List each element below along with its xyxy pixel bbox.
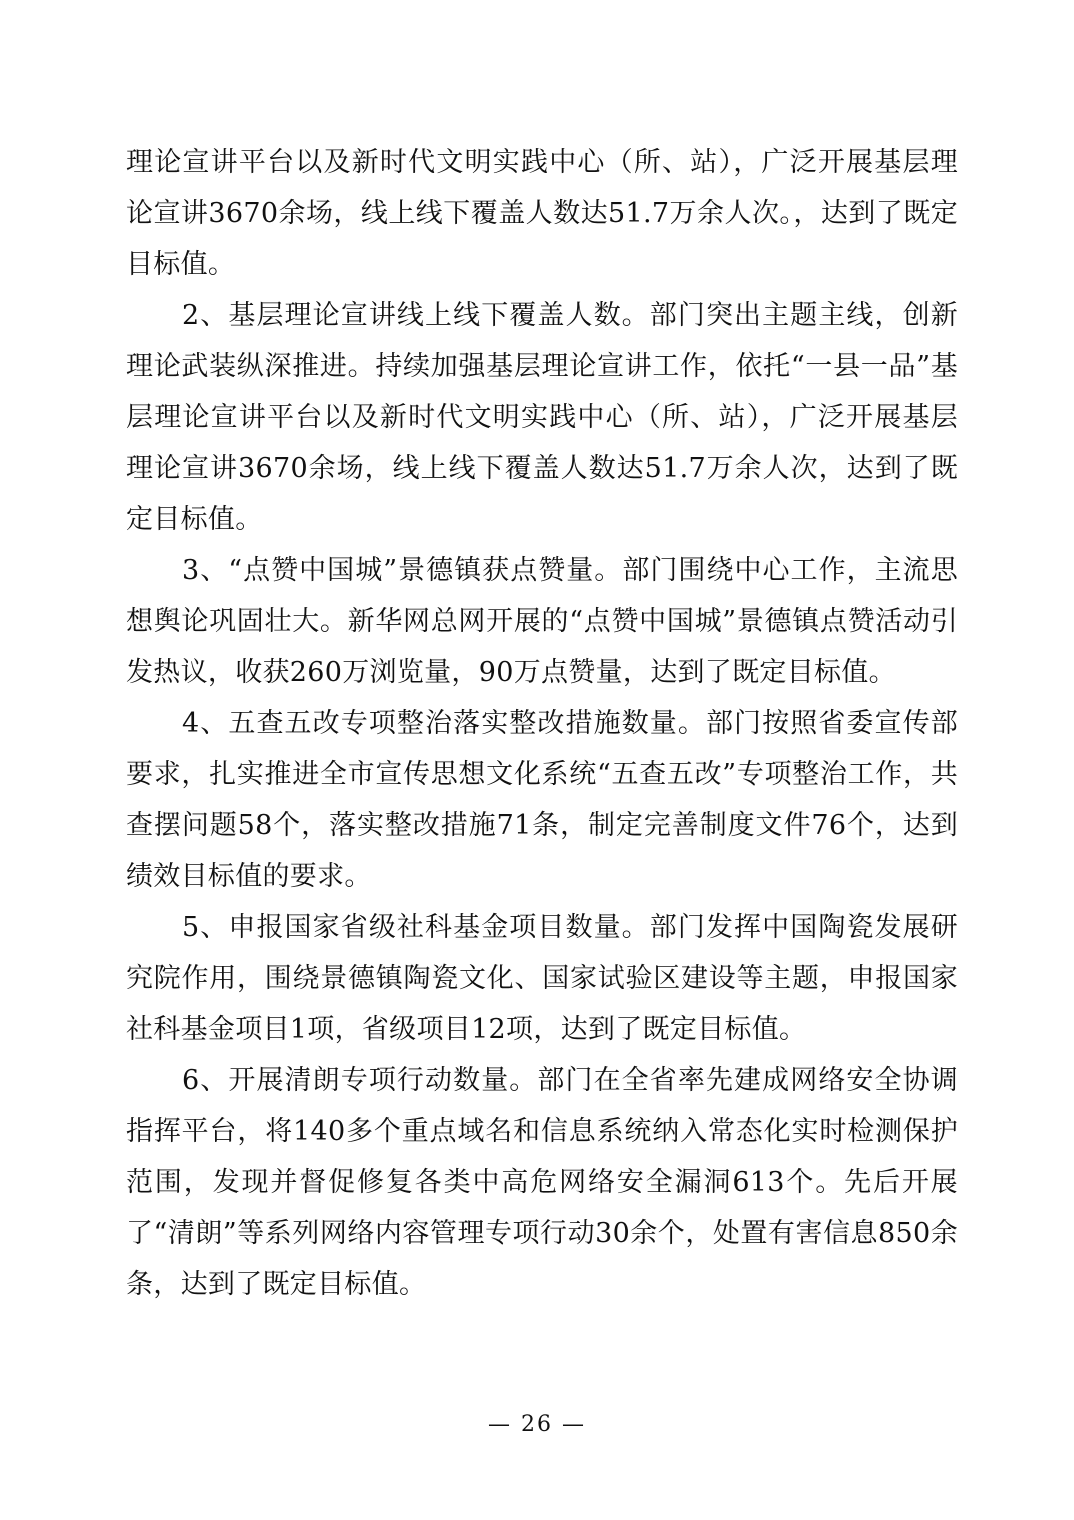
paragraph-item-3: 3、“点赞中国城”景德镇获点赞量。部门围绕中心工作，主流思想舆论巩固壮大。新华网总网开展的“点赞中国城”景德镇点赞活动引发热议，收获260万浏览量，90万点赞量，达到了既定目标值。 [126,555,958,688]
paragraph-item-6: 6、开展清朗专项行动数量。部门在全省率先建成网络安全协调指挥平台，将140多个重点域名和信息系统纳入常态化实时检测保护范围，发现并督促修复各类中高危网络安全漏洞613个。先后开展了“清朗”等系列网络内容管理专项行动30余个，处置有害信息850余条，达到了既定目标值。 [126,1065,958,1300]
paragraph-item-5: 5、申报国家省级社科基金项目数量。部门发挥中国陶瓷发展研究院作用，围绕景德镇陶瓷文化、国家试验区建设等主题，申报国家社科基金项目1项，省级项目12项，达到了既定目标值。 [126,912,958,1045]
paragraph-continuation: 理论宣讲平台以及新时代文明实践中心（所、站），广泛开展基层理论宣讲3670余场，线上线下覆盖人数达51.7万余人次。，达到了既定目标值。 [126,147,958,280]
document-body [126,137,958,1310]
page-number: — 26 — [488,1412,586,1437]
paragraph-item-4: 4、五查五改专项整治落实整改措施数量。部门按照省委宣传部要求，扎实推进全市宣传思想文化系统“五查五改”专项整治工作，共查摆问题58个，落实整改措施71条，制定完善制度文件76个，达到绩效目标值的要求。 [126,708,958,892]
paragraph-item-2: 2、基层理论宣讲线上线下覆盖人数。部门突出主题主线，创新理论武装纵深推进。持续加强基层理论宣讲工作，依托“一县一品”基层理论宣讲平台以及新时代文明实践中心（所、站），广泛开展基层理论宣讲3670余场，线上线下覆盖人数达51.7万余人次，达到了既定目标值。 [126,300,958,535]
